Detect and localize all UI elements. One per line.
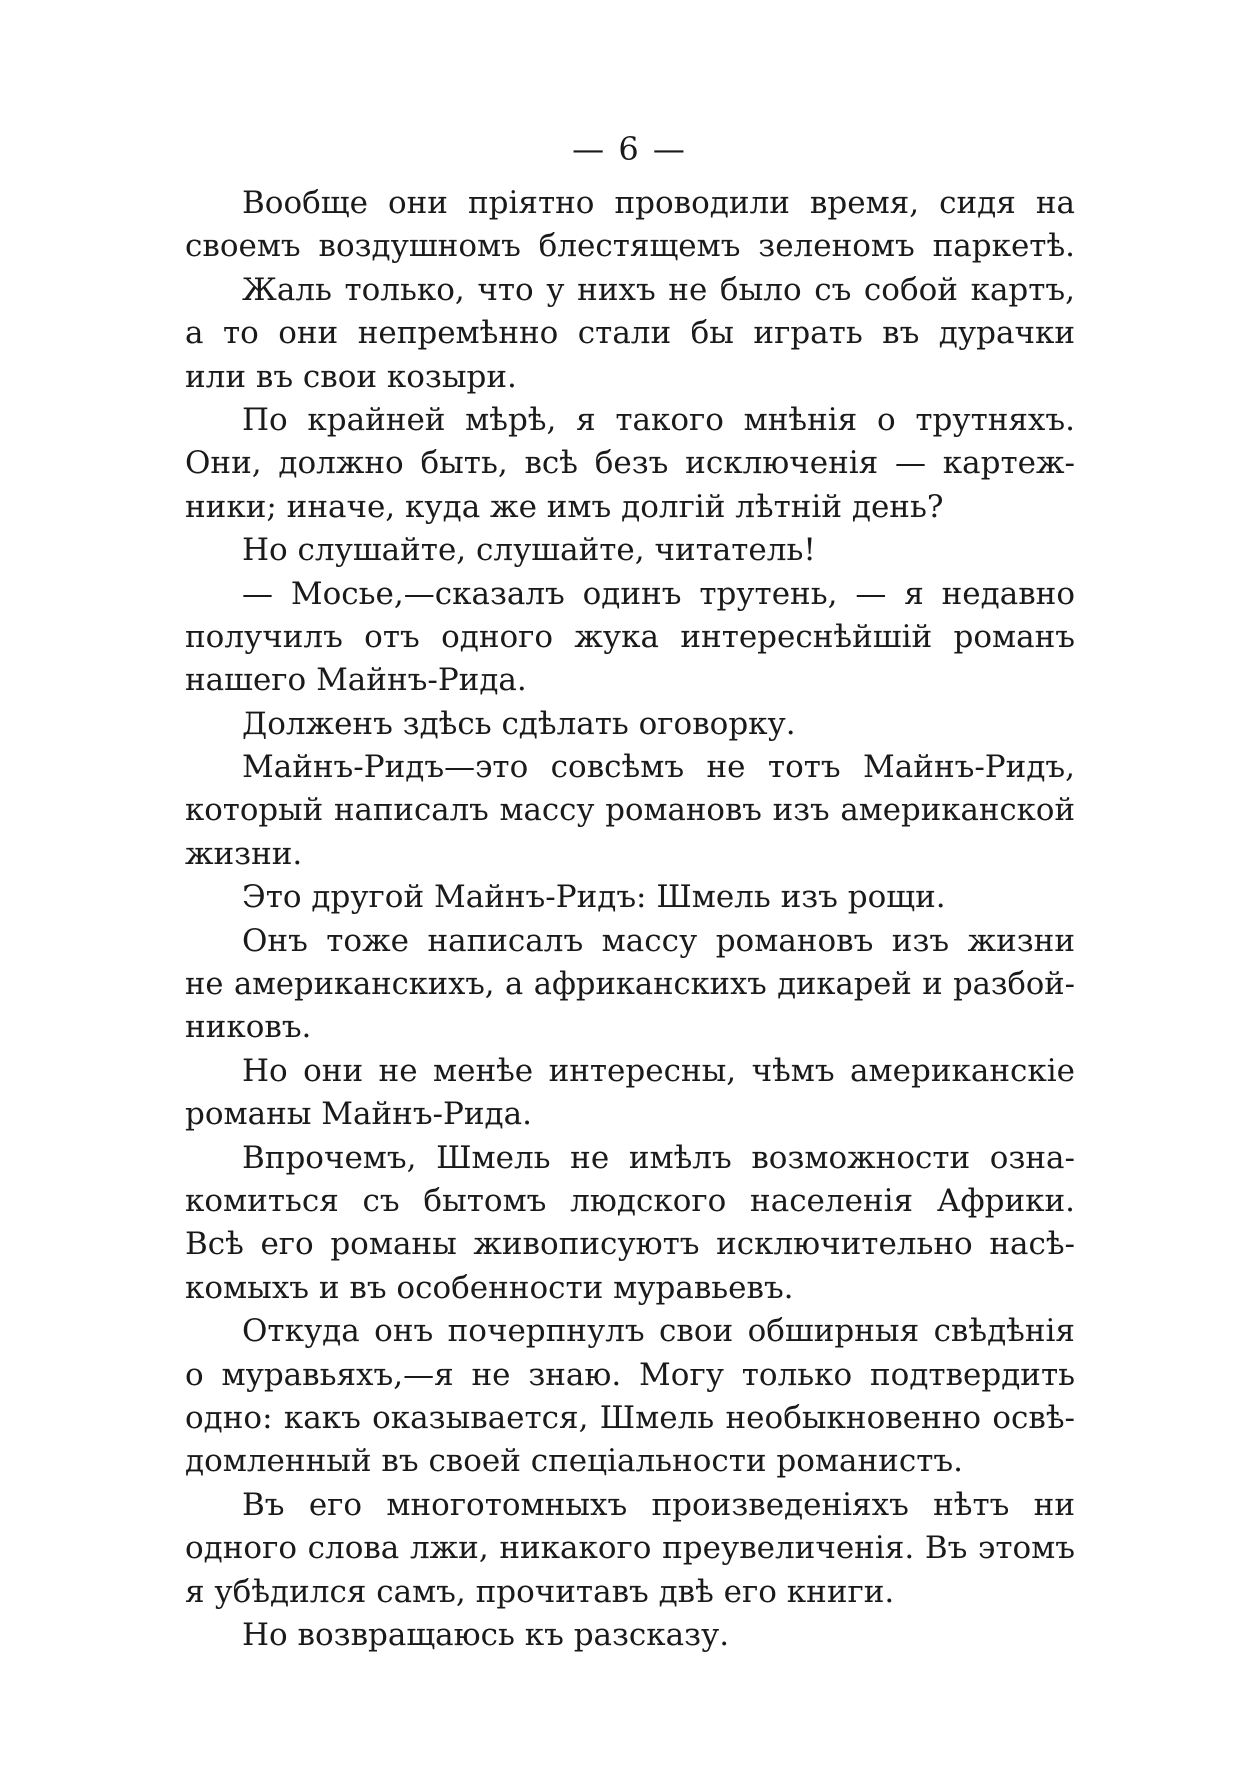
- text-line: По крайней мѣрѣ, я такого мнѣнія о трутняхъ.: [242, 401, 1075, 438]
- text-line: своемъ воздушномъ блестящемъ зеленомъ паркетѣ.: [185, 228, 1075, 265]
- text-line: никовъ.: [185, 1009, 312, 1046]
- text-line: ники; иначе, куда же имъ долгій лѣтній день?: [185, 488, 944, 525]
- text-line: одного слова лжи, никакого преувеличенія. Въ этомъ: [185, 1530, 1075, 1567]
- text-line: нашего Майнъ-Рида.: [185, 662, 527, 699]
- text-line: Вообще они пріятно проводили время, сидя на: [242, 185, 1075, 221]
- text-line: Долженъ здѣсь сдѣлать оговорку.: [242, 705, 796, 742]
- text-line: а то они непремѣнно стали бы играть въ дурачки: [185, 315, 1075, 352]
- text-line: Майнъ-Ридъ—это совсѣмъ не тотъ Майнъ-Ридъ,: [242, 749, 1075, 786]
- text-line: получилъ отъ одного жука интереснѣйшій романъ: [185, 618, 1075, 655]
- text-line: Въ его многотомныхъ произведеніяхъ нѣтъ ни: [242, 1486, 1075, 1523]
- text-line: домленный въ своей спеціальности романистъ.: [185, 1443, 963, 1480]
- text-line: Это другой Майнъ-Ридъ: Шмель изъ рощи.: [242, 879, 946, 916]
- body-text: [185, 182, 1075, 1657]
- text-line: Всѣ его романы живописуютъ исключительно насѣ-: [185, 1226, 1075, 1263]
- text-line: или въ свои козыри.: [185, 358, 517, 395]
- text-line: романы Майнъ-Рида.: [185, 1096, 532, 1133]
- text-line: о муравьяхъ,—я не знаю. Могу только подтвердить: [185, 1356, 1075, 1393]
- text-line: Но возвращаюсь къ разсказу.: [242, 1616, 730, 1653]
- text-line: Онъ тоже написалъ массу романовъ изъ жизни: [242, 922, 1075, 959]
- text-line: Впрочемъ, Шмель не имѣлъ возможности озна-: [242, 1139, 1075, 1176]
- text-line: Жаль только, что у нихъ не было съ собой картъ,: [242, 271, 1075, 308]
- text-line: Откуда онъ почерпнулъ свои обширныя свѣдѣнія: [242, 1313, 1075, 1350]
- text-line: жизни.: [185, 835, 303, 872]
- text-line: Но они не менѣе интересны, чѣмъ американскіе: [242, 1052, 1075, 1089]
- text-line: одно: какъ оказывается, Шмель необыкновенно освѣ-: [185, 1399, 1075, 1436]
- text-line: Они, должно быть, всѣ безъ исключенія — картеж-: [185, 445, 1075, 482]
- page-number: — 6 —: [572, 130, 687, 168]
- text-line: не американскихъ, а африканскихъ дикарей и разбой-: [185, 967, 1075, 1003]
- text-line: комыхъ и въ особенности муравьевъ.: [185, 1269, 794, 1306]
- text-line: — Мосье,—сказалъ одинъ трутень, — я недавно: [242, 575, 1075, 612]
- text-line: который написалъ массу романовъ изъ американской: [185, 792, 1075, 829]
- text-line: комиться съ бытомъ людского населенія Африки.: [185, 1182, 1075, 1219]
- text-line: я убѣдился самъ, прочитавъ двѣ его книги.: [185, 1573, 895, 1610]
- text-line: Но слушайте, слушайте, читатель!: [242, 532, 816, 569]
